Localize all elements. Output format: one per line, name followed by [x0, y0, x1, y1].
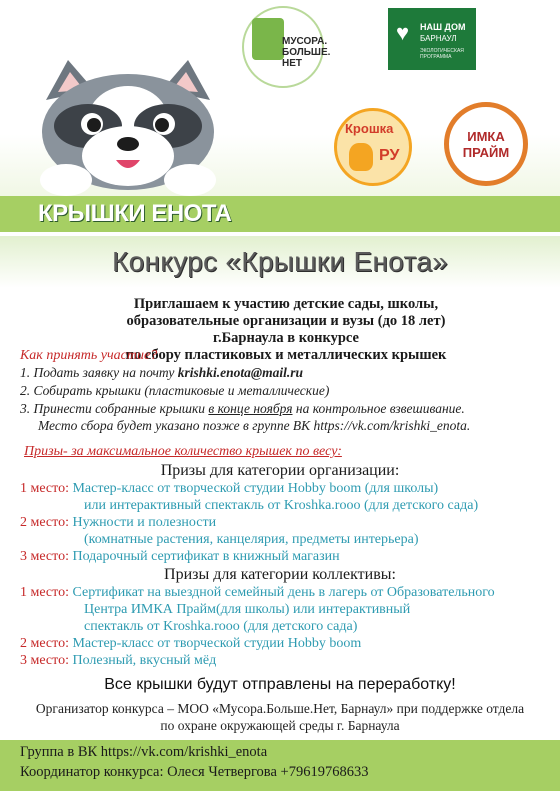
mascot-figure-icon [349, 143, 373, 171]
step-1: 1. Подать заявку на почту krishki.enota@mail.ru [20, 365, 303, 380]
coll-second-place: 2 место: Мастер-класс от творческой студии Hobby boom [20, 636, 362, 651]
musora-bolshe-net-logo: МУСОРА. БОЛЬШЕ. НЕТ [242, 6, 324, 88]
imka-prime-logo: ИМКА ПРАЙМ [444, 102, 528, 186]
participation-heading: Как принять участие? [20, 348, 158, 363]
coll-first-place-cont-2: спектакль от Kroshka.rooo (для детского сада) [84, 619, 358, 634]
vk-group-link[interactable]: Группа в ВК https://vk.com/krishki_enota [20, 744, 268, 760]
kroshka-ru-logo: Крошка РУ [334, 108, 412, 186]
coll-third-place: 3 место: Полезный, вкусный мёд [20, 653, 217, 668]
step-3-note: Место сбора будет указано позже в группе ВК https://vk.com/krishki_enota. [38, 418, 471, 433]
prizes-heading: Призы- за максимальное количество крышек по весу: [24, 444, 342, 459]
coordinator-contact: Координатор конкурса: Олеся Четвергова +79619768633 [20, 764, 369, 780]
category-organizations-title: Призы для категории организации: [160, 462, 400, 479]
page-title: Конкурс «Крышки Енота» [111, 246, 448, 277]
campaign-logo-text: КРЫШКИ ЕНОТА [38, 200, 232, 227]
org-second-place-cont: (комнатные растения, канцелярия, предметы интерьера) [84, 532, 419, 547]
coll-first-place-cont-1: Центра ИМКА Прайм(для школы) или интерактивный [84, 602, 411, 617]
org-first-place: 1 место: Мастер-класс от творческой студии Hobby boom (для школы) [20, 481, 439, 496]
nash-dom-barnaul-logo: ♥ НАШ ДОМ БАРНАУЛ ЭКОЛОГИЧЕСКАЯ ПРОГРАММА [388, 8, 476, 70]
organizer-text: Организатор конкурса – МОО «Мусора.Больше.Нет, Барнаул» при поддержке отдела по охране окружающей среды г. Барнаула [35, 701, 525, 733]
intro-text: Приглашаем к участию детские сады, школы, образовательные организации и вузы (до 18 лет) г.Барнаула в конкурсе по сбору пластиковых и металлических крышек [125, 296, 447, 363]
step-3: 3. Принести собранные крышки в конце ноября на контрольное взвешивание. [20, 401, 465, 416]
header [0, 0, 560, 232]
bin-icon [252, 18, 284, 60]
footer [0, 740, 560, 791]
org-third-place: 3 место: Подарочный сертификат в книжный магазин [20, 549, 340, 564]
category-collectives-title: Призы для категории коллективы: [164, 566, 396, 583]
recycle-note: Все крышки будут отправлены на переработку! [104, 676, 456, 693]
heart-icon: ♥ [396, 20, 410, 45]
raccoon-mascot-icon [28, 60, 228, 200]
coll-first-place: 1 место: Сертификат на выездной семейный день в лагерь от Образовательного [20, 585, 495, 600]
org-first-place-cont: или интерактивный спектакль от Kroshka.rooo (для детского сада) [84, 498, 479, 513]
step-2: 2. Собирать крышки (пластиковые и металлические) [20, 383, 330, 398]
contact-email: krishki.enota@mail.ru [177, 365, 303, 380]
org-second-place: 2 место: Нужности и полезности [20, 515, 217, 530]
